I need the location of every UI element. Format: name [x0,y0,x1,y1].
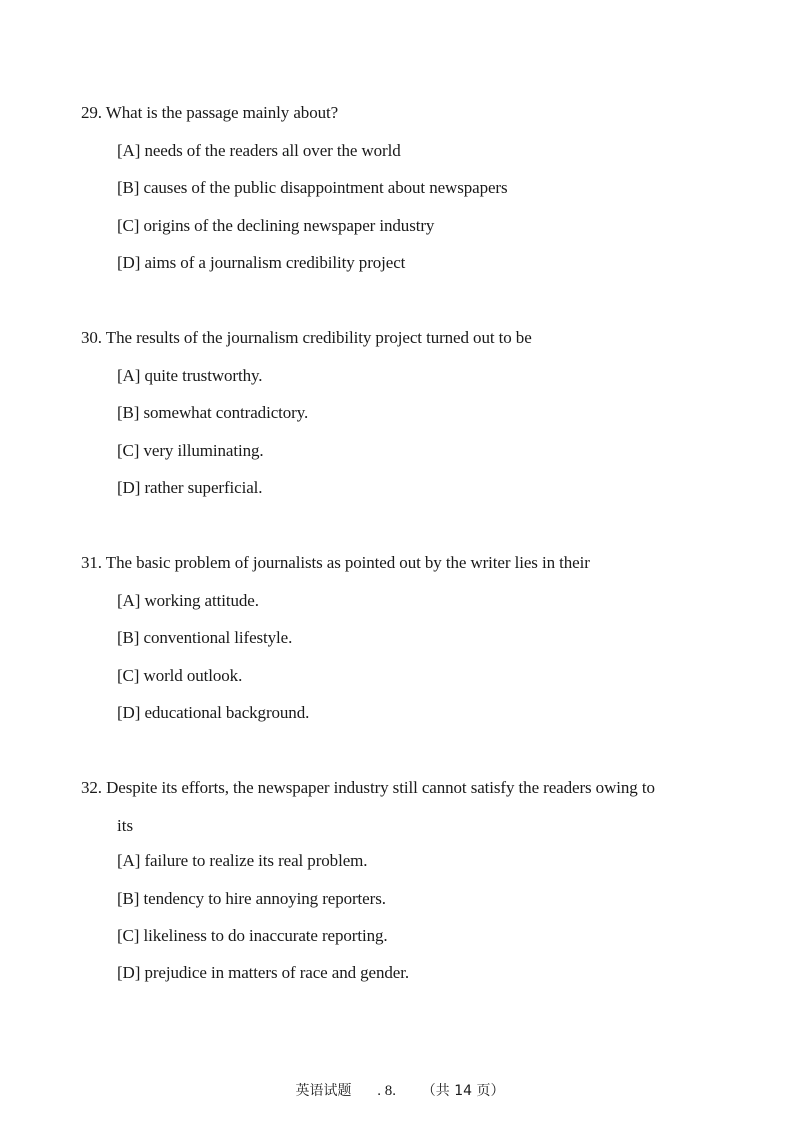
option-b: [B] tendency to hire annoying reporters. [117,889,386,908]
question-stem: 31. The basic problem of journalists as pointed out by the writer lies in their [81,553,590,572]
question-stem: 29. What is the passage mainly about? [81,103,339,122]
footer-page-number: . 8. [377,1083,397,1099]
page-footer [0,1081,800,1101]
option-d: [D] prejudice in matters of race and gender. [117,963,410,982]
footer-total-pages: （共 14 页） [421,1083,505,1099]
option-d: [D] rather superficial. [117,478,263,497]
option-b: [B] causes of the public disappointment about newspapers [117,178,508,197]
question-stem-continuation: its [117,816,134,835]
option-a: [A] quite trustworthy. [117,366,263,385]
option-c: [C] world outlook. [117,666,243,685]
option-b: [B] conventional lifestyle. [117,628,293,647]
option-a: [A] needs of the readers all over the world [117,141,401,160]
option-d: [D] educational background. [117,703,310,722]
option-c: [C] likeliness to do inaccurate reporting. [117,926,388,945]
option-a: [A] failure to realize its real problem. [117,851,368,870]
option-a: [A] working attitude. [117,591,259,610]
option-b: [B] somewhat contradictory. [117,403,309,422]
option-d: [D] aims of a journalism credibility project [117,253,406,272]
footer-subject: 英语试题 [295,1083,352,1099]
option-c: [C] origins of the declining newspaper industry [117,216,435,235]
question-stem: 30. The results of the journalism credibility project turned out to be [81,328,532,347]
question-stem: 32. Despite its efforts, the newspaper industry still cannot satisfy the readers owing to [81,778,655,797]
option-c: [C] very illuminating. [117,441,264,460]
